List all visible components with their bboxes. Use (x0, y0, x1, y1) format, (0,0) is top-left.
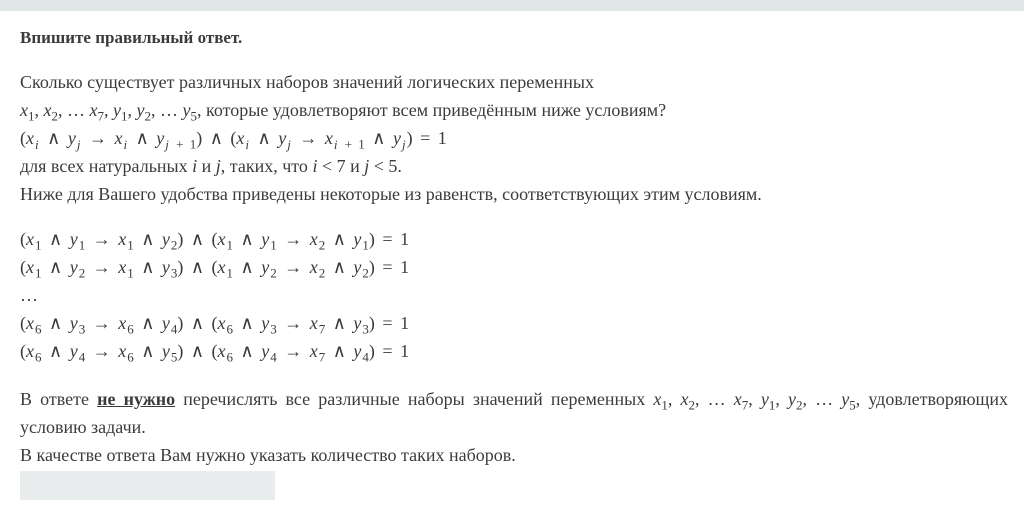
answer-note (20, 385, 1008, 469)
problem-line: для всех натуральных i и j, таких, что i < 7 и j < 5. (20, 156, 402, 176)
task-title: Впишите правильный ответ. (20, 28, 243, 47)
equation-line: ($x_1$ ∧ $y_2 \to x_1$ ∧ $y_3$) ∧ ($x_1$ ∧ $y_2 \to x_2$ ∧ $y_2) = 1$ (20, 257, 410, 281)
page-top-strip (0, 0, 1024, 11)
answer-input[interactable] (20, 471, 275, 500)
note-line: В качестве ответа Вам нужно указать количество таких наборов. (20, 445, 516, 465)
problem-line: Сколько существует различных наборов значений логических переменных (20, 72, 594, 92)
example-equations (20, 225, 1008, 365)
equation-line: ($x_1$ ∧ $y_1 \to x_1$ ∧ $y_2$) ∧ ($x_1$ ∧ $y_1 \to x_2$ ∧ $y_1) = 1$ (20, 229, 410, 253)
note-paragraph: В ответе не нужно перечислять все различные наборы значений переменных $x_1$, $x_2$, … $x_7$, $y_1$, $y_2$, … $y_5$, удовлетворяющих условию задачи. (20, 389, 1009, 437)
condition-formula: ($x_i$ ∧ $y_j \to x_i$ ∧ $y_{j + 1}$) ∧ ($x_i$ ∧ $y_j \to x_{i + 1}$ ∧ $y_j) = 1$ (20, 128, 447, 152)
problem-line: Ниже для Вашего удобства приведены некоторые из равенств, соответствующих этим условиям. (20, 184, 762, 204)
task-panel (0, 11, 1024, 500)
problem-statement (20, 68, 1008, 208)
equation-line: ($x_6$ ∧ $y_4 \to x_6$ ∧ $y_5$) ∧ ($x_6$ ∧ $y_4 \to x_7$ ∧ $y_4) = 1$ (20, 341, 410, 365)
problem-line: $x_1$, $x_2$, … $x_7$, $y_1$, $y_2$, … $y_5$, которые удовлетворяют всем приведённым ниже условиям? (20, 100, 667, 124)
equation-ellipsis: … (20, 285, 38, 305)
equation-line: ($x_6$ ∧ $y_3 \to x_6$ ∧ $y_4$) ∧ ($x_6$ ∧ $y_3 \to x_7$ ∧ $y_3) = 1$ (20, 313, 410, 337)
